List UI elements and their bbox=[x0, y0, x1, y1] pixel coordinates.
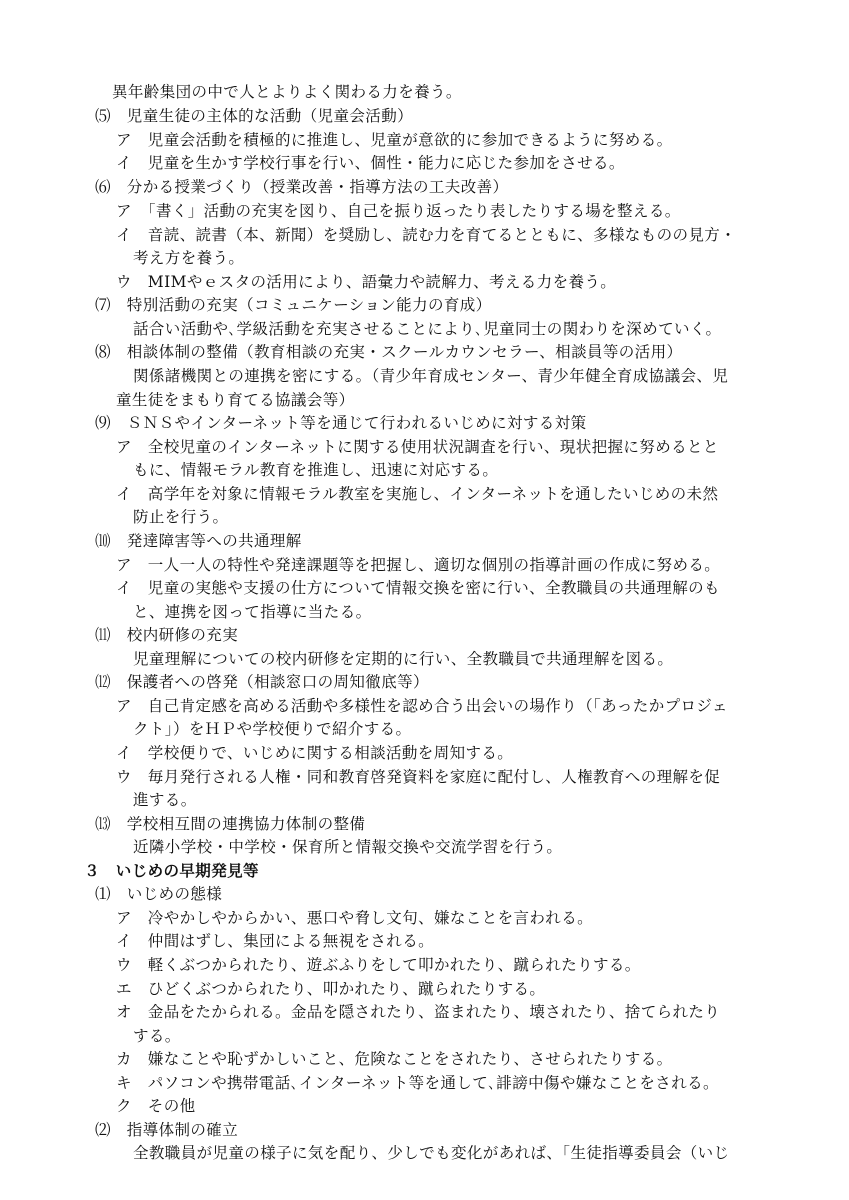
text-line: 児童理解についての校内研修を定期的に行い、全教職員で共通理解を図る。 bbox=[133, 650, 674, 668]
subsection-heading: ⑿ 保護者への啓発（相談窓口の周知徹底等） bbox=[95, 673, 429, 691]
list-item-continuation: 防止を行う。 bbox=[133, 508, 229, 526]
subsection-heading: ⑴ いじめの態様 bbox=[95, 885, 223, 903]
text-line: 関係諸機関との連携を密にする。（青少年育成センター、青少年健全育成協議会、児 bbox=[133, 367, 729, 385]
list-item: ア 全校児童のインターネットに関する使用状況調査を行い、現状把握に努めるとと bbox=[116, 438, 719, 456]
list-item: ウ 軽くぶつかられたり、遊ぶふりをして叩かれたり、蹴られたりする。 bbox=[116, 956, 641, 974]
list-item: イ 仲間はずし、集団による無視をされる。 bbox=[116, 932, 435, 950]
subsection-heading: ⑺ 特別活動の充実（コミュニケーション能力の育成） bbox=[95, 296, 492, 314]
list-item: ア 「書く」活動の充実を図り、自己を振り返ったり表したりする場を整える。 bbox=[116, 202, 681, 220]
list-item: ア 冷やかしやからかい、悪口や脅し文句、嫌なことを言われる。 bbox=[116, 909, 594, 927]
list-item-continuation: 進する。 bbox=[133, 791, 197, 809]
list-item: イ 児童を生かす学校行事を行い、個性・能力に応じた参加をさせる。 bbox=[116, 154, 625, 172]
section-heading: ３ いじめの早期発見等 bbox=[84, 862, 259, 880]
subsection-heading: ⑾ 校内研修の充実 bbox=[95, 626, 239, 644]
list-item: オ 金品をたかられる。金品を隠されたり、盗まれたり、壊されたり、捨てられたり bbox=[116, 1003, 721, 1021]
text-line: 近隣小学校・中学校・保育所と情報交換や交流学習を行う。 bbox=[133, 838, 563, 856]
list-item: イ 音読、読書（本、新聞）を奨励し、読む力を育てるとともに、多様なものの見方・ bbox=[116, 226, 737, 244]
list-item: ウ MIMやｅスタの活用により、語彙力や読解力、考える力を養う。 bbox=[116, 273, 617, 291]
list-item-continuation: もに、情報モラル教育を推進し、迅速に対応する。 bbox=[133, 461, 499, 479]
list-item-continuation: 考え方を養う。 bbox=[133, 249, 245, 267]
list-item: エ ひどくぶつかられたり、叩かれたり、蹴られたりする。 bbox=[116, 980, 546, 998]
subsection-heading: ⒀ 学校相互間の連携協力体制の整備 bbox=[95, 815, 366, 833]
list-item-continuation: する。 bbox=[133, 1027, 181, 1045]
subsection-heading: ⑽ 発達障害等への共通理解 bbox=[95, 532, 302, 550]
list-item: イ 学校便りで、いじめに関する相談活動を周知する。 bbox=[116, 744, 514, 762]
subsection-heading: ⑸ 児童生徒の主体的な活動（児童会活動） bbox=[95, 107, 414, 125]
list-item-continuation: と、連携を図って指導に当たる。 bbox=[133, 603, 372, 621]
list-item: イ 高学年を対象に情報モラル教室を実施し、インターネットを通したいじめの未然 bbox=[116, 485, 719, 503]
list-item-continuation: クト」）をＨＰや学校便りで紹介する。 bbox=[133, 720, 412, 738]
subsection-heading: ⑵ 指導体制の確立 bbox=[95, 1121, 239, 1139]
subsection-heading: ⑼ ＳＮＳやインターネット等を通じて行われるいじめに対する対策 bbox=[95, 414, 587, 432]
list-item: イ 児童の実態や支援の仕方について情報交換を密に行い、全教職員の共通理解のも bbox=[116, 579, 720, 597]
text-line-continuation: 童生徒をまもり育てる協議会等） bbox=[116, 391, 355, 409]
list-item: キ パソコンや携帯電話､インターネット等を通して､誹謗中傷や嫌なことをされる。 bbox=[116, 1074, 719, 1092]
text-line: 異年齢集団の中で人とよりよく関わる力を養う。 bbox=[112, 83, 462, 101]
list-item: ア 自己肯定感を高める活動や多様性を認め合う出会いの場作り（「あったかプロジェ bbox=[116, 697, 728, 715]
list-item: ク その他 bbox=[116, 1097, 196, 1115]
subsection-heading: ⑹ 分かる授業づくり（授業改善・指導方法の工夫改善） bbox=[95, 178, 509, 196]
text-line: 話合い活動や､学級活動を充実させることにより､児童同士の関わりを深めていく。 bbox=[133, 320, 722, 338]
list-item: ア 児童会活動を積極的に推進し、児童が意欲的に参加できるように努める。 bbox=[116, 131, 673, 149]
subsection-heading: ⑻ 相談体制の整備（教育相談の充実・スクールカウンセラー、相談員等の活用） bbox=[95, 343, 683, 361]
list-item: カ 嫌なことや恥ずかしいこと、危険なことをされたり、させられたりする。 bbox=[116, 1050, 673, 1068]
list-item: ア 一人一人の特性や発達課題等を把握し、適切な個別の指導計画の作成に努める。 bbox=[116, 556, 721, 574]
list-item: ウ 毎月発行される人権・同和教育啓発資料を家庭に配付し、人権教育への理解を促 bbox=[116, 768, 721, 786]
text-line: 全教職員が児童の様子に気を配り、少しでも変化があれば、「生徒指導委員会（いじ bbox=[133, 1144, 730, 1162]
